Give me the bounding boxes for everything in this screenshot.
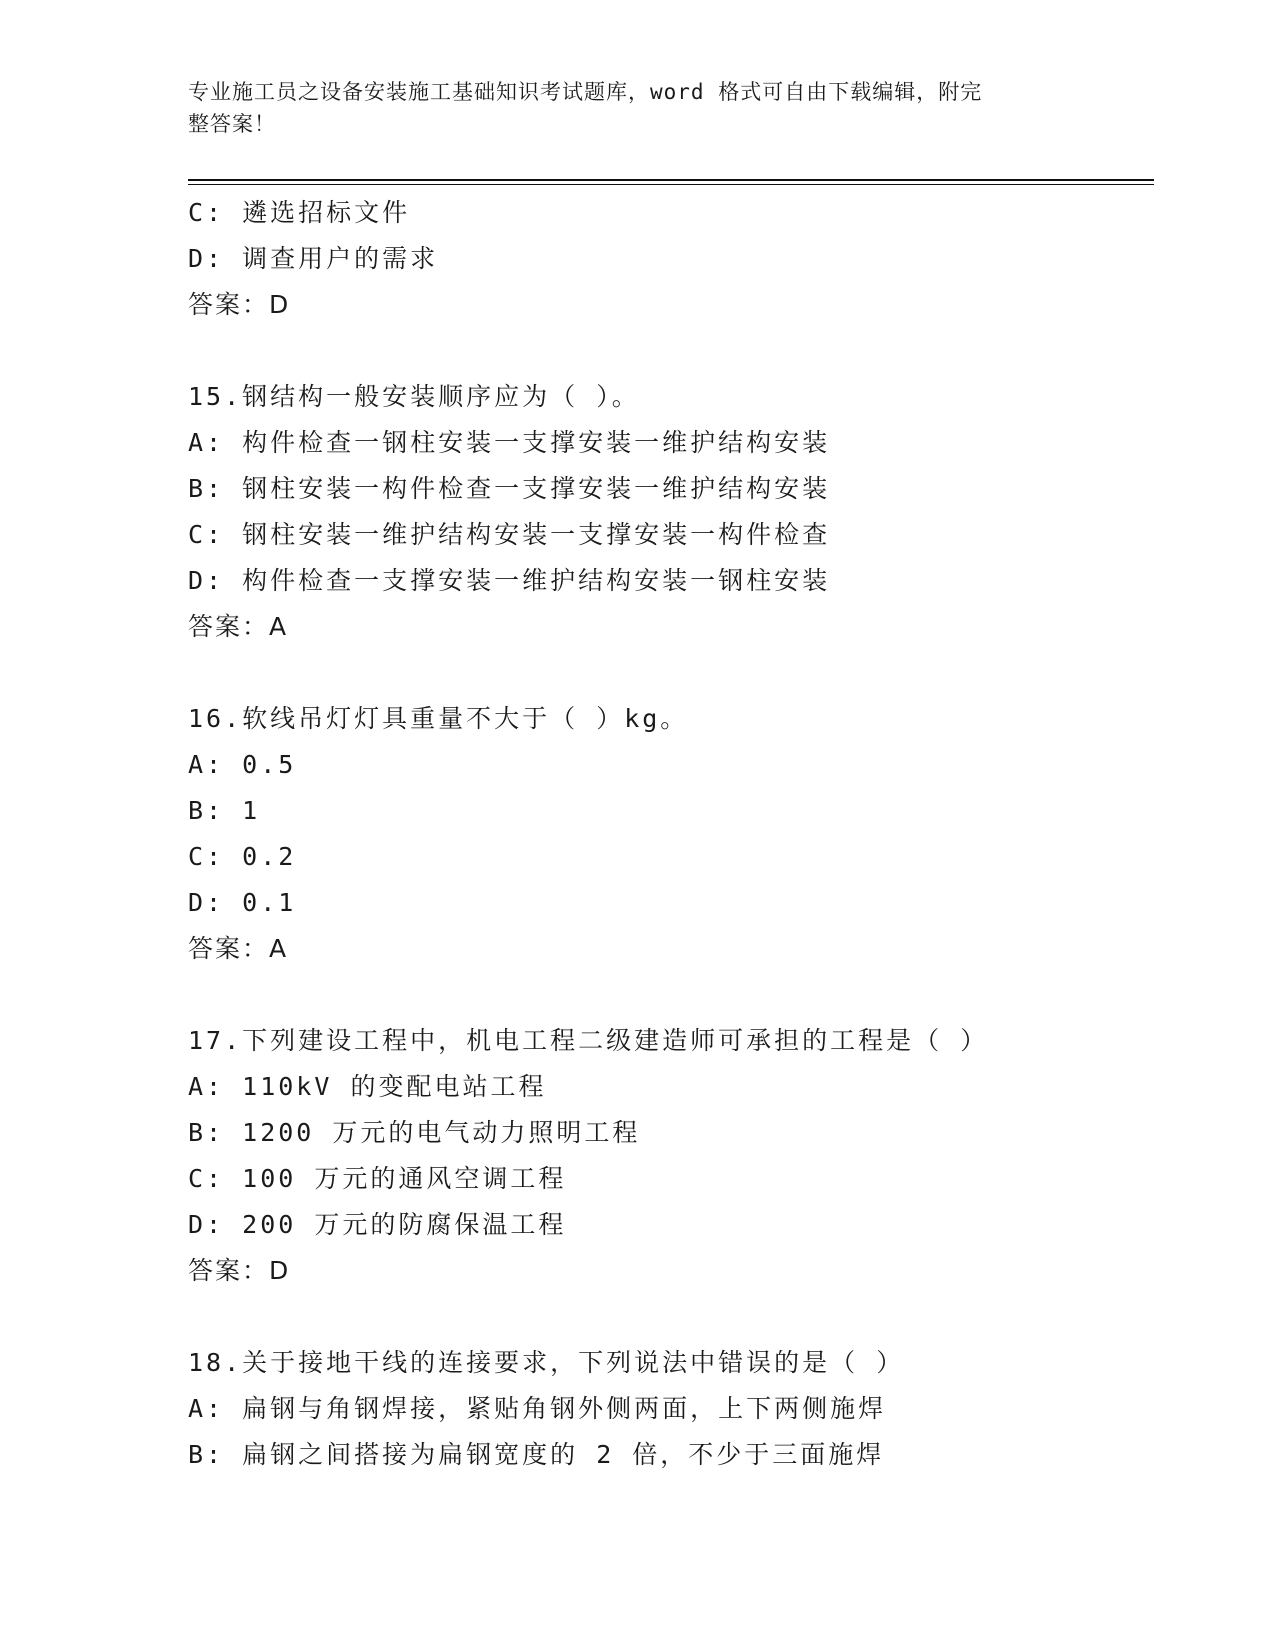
option-d: D: 构件检查一支撑安装一维护结构安装一钢柱安装 (188, 566, 831, 595)
answer-line: 答案：A (188, 934, 289, 963)
question-stem: 16.软线吊灯灯具重量不大于（ ）kg。 (188, 704, 689, 733)
option-c: C: 100 万元的通风空调工程 (188, 1164, 567, 1193)
option-c: C: 遴选招标文件 (188, 198, 411, 227)
option-c: C: 钢柱安装一维护结构安装一支撑安装一构件检查 (188, 520, 831, 549)
question-stem: 17.下列建设工程中，机电工程二级建造师可承担的工程是（ ） (188, 1026, 989, 1055)
answer-line: 答案：D (188, 290, 291, 319)
option-b: B: 1200 万元的电气动力照明工程 (188, 1118, 641, 1147)
option-c: C: 0.2 (188, 842, 297, 871)
option-d: D: 200 万元的防腐保温工程 (188, 1210, 567, 1239)
option-a: A: 构件检查一钢柱安装一支撑安装一维护结构安装 (188, 428, 831, 457)
header-rule-thick (188, 179, 1154, 181)
spacer (188, 650, 1154, 696)
document-header (188, 76, 1088, 140)
option-d: D: 0.1 (188, 888, 297, 917)
header-line-2: 整答案！ (188, 112, 276, 136)
spacer (188, 328, 1154, 374)
option-a: A: 0.5 (188, 750, 297, 779)
option-b: B: 1 (188, 796, 261, 825)
answer-line: 答案：D (188, 1256, 291, 1285)
option-b: B: 钢柱安装一构件检查一支撑安装一维护结构安装 (188, 474, 831, 503)
question-stem: 18.关于接地干线的连接要求，下列说法中错误的是（ ） (188, 1348, 905, 1377)
question-stem: 15.钢结构一般安装顺序应为（ ）。 (188, 382, 640, 411)
option-a: A: 110kV 的变配电站工程 (188, 1072, 547, 1101)
question-list (188, 190, 1154, 1478)
spacer (188, 1294, 1154, 1340)
option-d: D: 调查用户的需求 (188, 244, 439, 273)
option-a: A: 扁钢与角钢焊接，紧贴角钢外侧两面，上下两侧施焊 (188, 1394, 887, 1423)
answer-line: 答案：A (188, 612, 289, 641)
spacer (188, 972, 1154, 1018)
option-b: B: 扁钢之间搭接为扁钢宽度的 2 倍，不少于三面施焊 (188, 1440, 885, 1469)
header-line-1: 专业施工员之设备安装施工基础知识考试题库，word 格式可自由下载编辑，附完 (188, 80, 983, 104)
header-rule-thin (188, 184, 1154, 185)
